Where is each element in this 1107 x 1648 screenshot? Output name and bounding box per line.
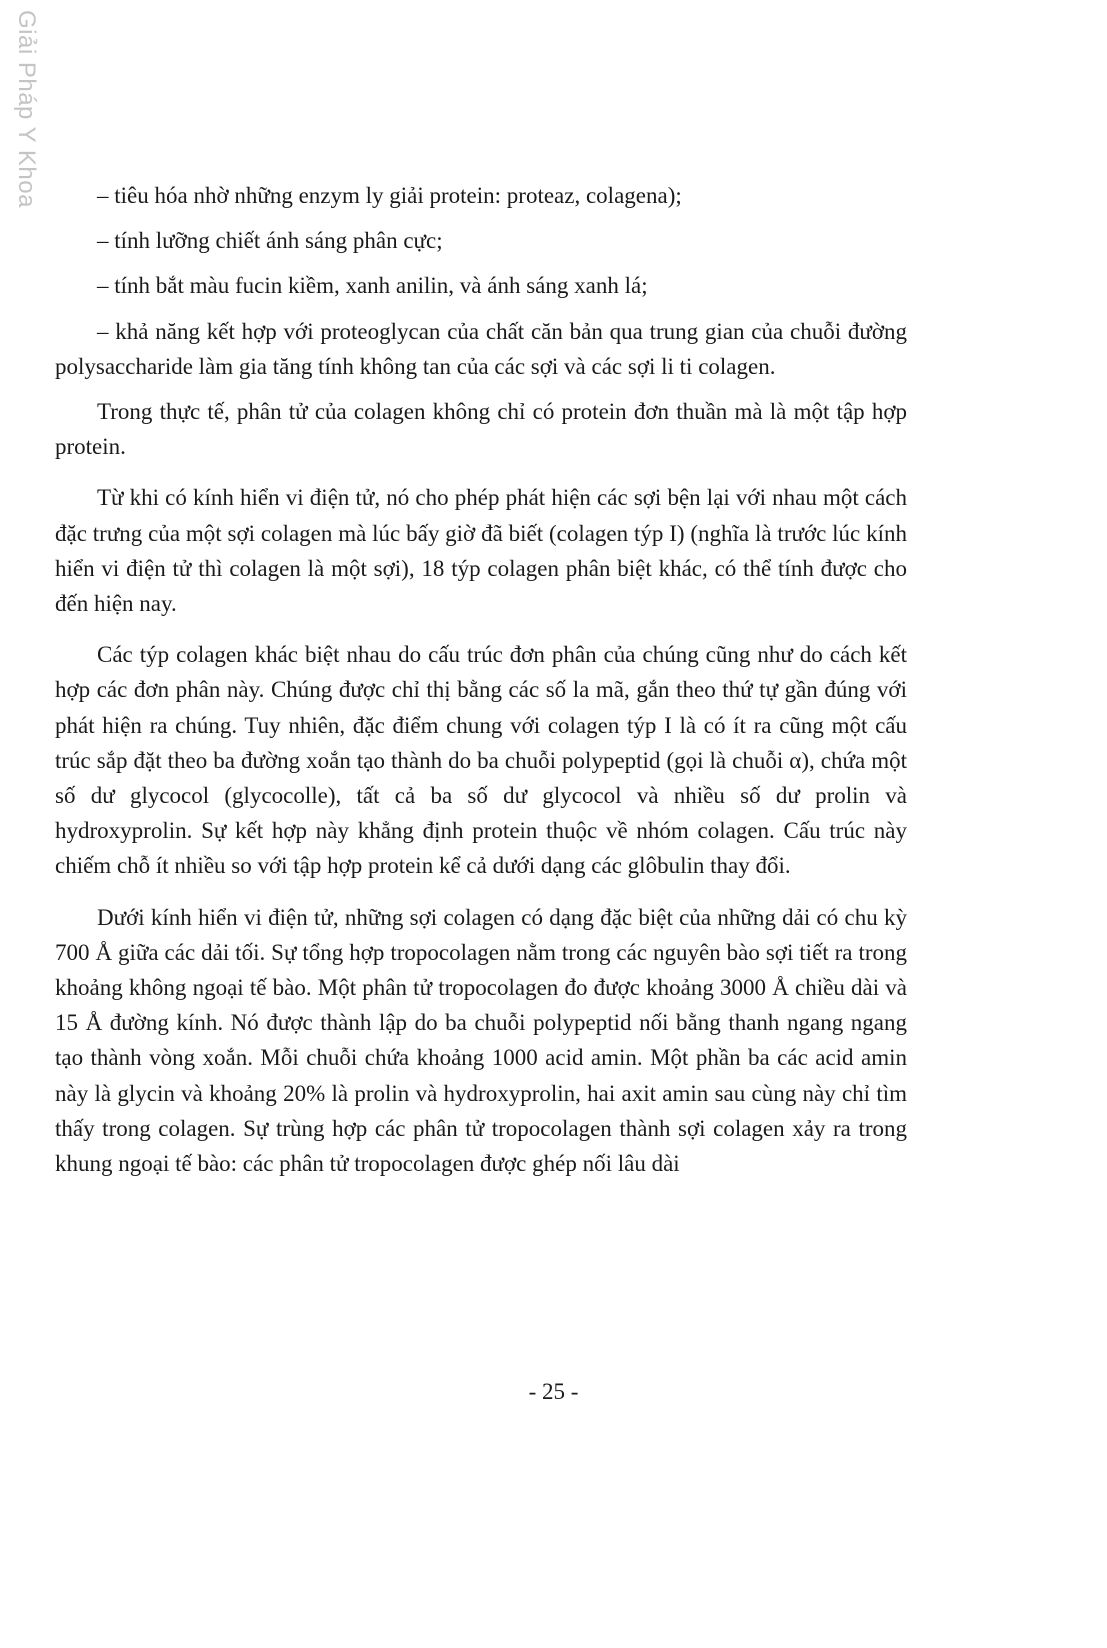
bullet-item: – tính lưỡng chiết ánh sáng phân cực; — [97, 228, 443, 254]
bullet-item: – tính bắt màu fucin kiềm, xanh anilin, và ánh sáng xanh lá; — [97, 273, 648, 299]
watermark: Giải Pháp Y Khoa — [13, 10, 40, 208]
page-body — [55, 178, 907, 1197]
paragraph: Dưới kính hiển vi điện tử, những sợi colagen có dạng đặc biệt của những dải có chu kỳ 700 Å giữa các dải tối. Sự tổng hợp tropocolagen nằm trong các nguyên bào sợi tiết ra trong khoảng không ngoại tế bào. Một phân tử tropocolagen đo được khoảng 3000 Å chiều dài và 15 Å đường kính. Nó được thành lập do ba chuỗi polypeptid nối bằng thanh ngang ngang tạo thành vòng xoắn. Mỗi chuỗi chứa khoảng 1000 acid amin. Một phần ba các acid amin này là glycin và khoảng 20% là prolin và hydroxyprolin, hai axit amin sau cùng này chỉ tìm thấy trong colagen. Sự trùng hợp các phân tử tropocolagen thành sợi colagen xảy ra trong khung ngoại tế bào: các phân tử tropocolagen được ghép nối lâu dài — [55, 904, 907, 1177]
bullet-item: – khả năng kết hợp với proteoglycan của chất căn bản qua trung gian của chuỗi đường polysaccharide làm gia tăng tính không tan của các sợi và các sợi li ti colagen. — [55, 318, 907, 379]
bullet-item: – tiêu hóa nhờ những enzym ly giải protein: proteaz, colagena); — [97, 183, 682, 208]
paragraph: Từ khi có kính hiển vi điện tử, nó cho phép phát hiện các sợi bện lại với nhau một cách đặc trưng của một sợi colagen mà lúc bấy giờ đã biết (colagen týp I) (nghĩa là trước lúc kính hiển vi điện tử thì colagen là một sợi), 18 týp colagen phân biệt khác, có thể tính được cho đến hiện nay. — [55, 485, 907, 617]
paragraph: Các týp colagen khác biệt nhau do cấu trúc đơn phân của chúng cũng như do cách kết hợp các đơn phân này. Chúng được chỉ thị bằng các số la mã, gắn theo thứ tự gần đúng với phát hiện ra chúng. Tuy nhiên, đặc điểm chung với colagen týp I là có ít ra cũng một cấu trúc sắp đặt theo ba đường xoắn tạo thành do ba chuỗi polypeptid (gọi là chuỗi α), chứa một số dư glycocol (glycocolle), tất cả ba số dư glycocol và nhiều số dư prolin và hydroxyprolin. Sự kết hợp này khẳng định protein thuộc về nhóm colagen. Cấu trúc này chiếm chỗ ít nhiều so với tập hợp protein kể cả dưới dạng các glôbulin thay đổi. — [55, 642, 907, 879]
page-number: - 25 - — [528, 1379, 579, 1404]
paragraph: Trong thực tế, phân tử của colagen không chỉ có protein đơn thuần mà là một tập hợp protein. — [55, 399, 907, 460]
